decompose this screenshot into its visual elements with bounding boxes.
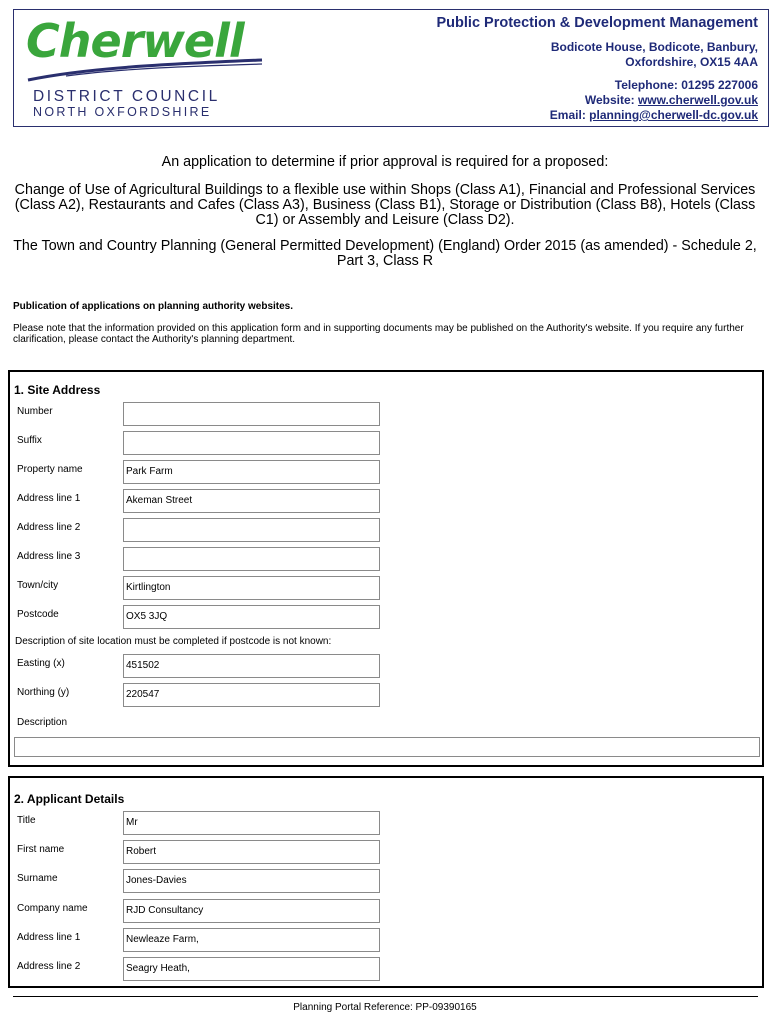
town-city-input[interactable]: Kirtlington <box>123 576 380 600</box>
field-label-description: Description <box>17 717 68 728</box>
field-label-town-city: Town/city <box>17 580 59 591</box>
first-name-input[interactable]: Robert <box>123 840 380 864</box>
form-intro <box>10 155 760 269</box>
field-label-applicant-address-line2: Address line 2 <box>17 961 81 972</box>
postcode-input[interactable]: OX5 3JQ <box>123 605 380 629</box>
header-address-line2: Oxfordshire, OX15 4AA <box>625 55 758 69</box>
intro-heading: An application to determine if prior approval is required for a proposed: <box>161 154 609 170</box>
company-name-input[interactable]: RJD Consultancy <box>123 899 380 923</box>
site-address-line3-input[interactable] <box>123 547 380 571</box>
field-label-company-name: Company name <box>17 903 88 914</box>
applicant-details-section <box>8 776 764 988</box>
site-address-line1-input[interactable]: Akeman Street <box>123 489 380 513</box>
header-email-row <box>437 108 758 123</box>
field-label-first-name: First name <box>17 844 65 855</box>
intro-legislation: The Town and Country Planning (General Permitted Development) (England) Order 2015 (as amended) - Schedule 2, Part 3, Class R <box>13 238 757 269</box>
header-telephone: Telephone: 01295 227006 <box>614 78 758 92</box>
field-label-suffix: Suffix <box>17 435 42 446</box>
field-label-address-line3: Address line 3 <box>17 551 81 562</box>
field-label-address-line2: Address line 2 <box>17 522 81 533</box>
field-label-northing: Northing (y) <box>17 687 70 698</box>
website-label: Website: <box>584 93 638 107</box>
northing-input[interactable]: 220547 <box>123 683 380 707</box>
logo-district-council: DISTRICT COUNCIL <box>33 88 220 105</box>
field-label-title: Title <box>17 815 36 826</box>
council-header <box>13 9 769 127</box>
field-label-applicant-address-line1: Address line 1 <box>17 932 81 943</box>
header-department-title: Public Protection & Development Management <box>436 15 758 31</box>
applicant-title-input[interactable]: Mr <box>123 811 380 835</box>
site-address-section <box>8 370 764 767</box>
field-label-easting: Easting (x) <box>17 658 65 669</box>
suffix-input[interactable] <box>123 431 380 455</box>
logo-swoosh-icon <box>26 54 266 84</box>
portal-reference: Planning Portal Reference: PP-09390165 <box>293 1002 477 1013</box>
applicant-address-line2-input[interactable]: Seagry Heath, <box>123 957 380 981</box>
intro-proposal: Change of Use of Agricultural Buildings to a flexible use within Shops (Class A1), Financial and Professional Services (Class A2), Restaurants and Cafes (Class A3), Business (Class B1), Storage or Distribution (Class B8), Hotels (Class C1) or Assembly and Leisure (Class D2). <box>14 182 756 228</box>
field-label-number: Number <box>17 406 53 417</box>
number-input[interactable] <box>123 402 380 426</box>
footer-divider <box>13 996 758 997</box>
field-label-property-name: Property name <box>17 464 83 475</box>
property-name-input[interactable]: Park Farm <box>123 460 380 484</box>
field-label-postcode: Postcode <box>17 609 59 620</box>
surname-input[interactable]: Jones-Davies <box>123 869 380 893</box>
logo-wordmark: Cherwell <box>26 14 244 68</box>
header-contact-block <box>437 14 758 123</box>
field-label-surname: Surname <box>17 873 58 884</box>
email-link[interactable]: planning@cherwell-dc.gov.uk <box>589 108 758 122</box>
field-label-address-line1: Address line 1 <box>17 493 81 504</box>
site-address-title: 1. Site Address <box>14 383 101 397</box>
site-description-input[interactable] <box>14 737 760 757</box>
location-note: Description of site location must be completed if postcode is not known: <box>15 636 332 647</box>
logo-north-oxfordshire: NORTH OXFORDSHIRE <box>33 105 212 119</box>
header-address-line1: Bodicote House, Bodicote, Banbury, <box>550 40 758 54</box>
email-label: Email: <box>549 108 590 122</box>
site-address-line2-input[interactable] <box>123 518 380 542</box>
publication-heading: Publication of applications on planning authority websites. <box>13 301 294 312</box>
website-link[interactable]: www.cherwell.gov.uk <box>637 93 758 107</box>
applicant-details-title: 2. Applicant Details <box>14 792 125 806</box>
header-website-row <box>437 93 758 108</box>
easting-input[interactable]: 451502 <box>123 654 380 678</box>
publication-note: Please note that the information provided on this application form and in supporting documents may be published on the Authority's website. If you require any further clarification, please contact the Authority's planning department. <box>13 323 744 345</box>
applicant-address-line1-input[interactable]: Newleaze Farm, <box>123 928 380 952</box>
